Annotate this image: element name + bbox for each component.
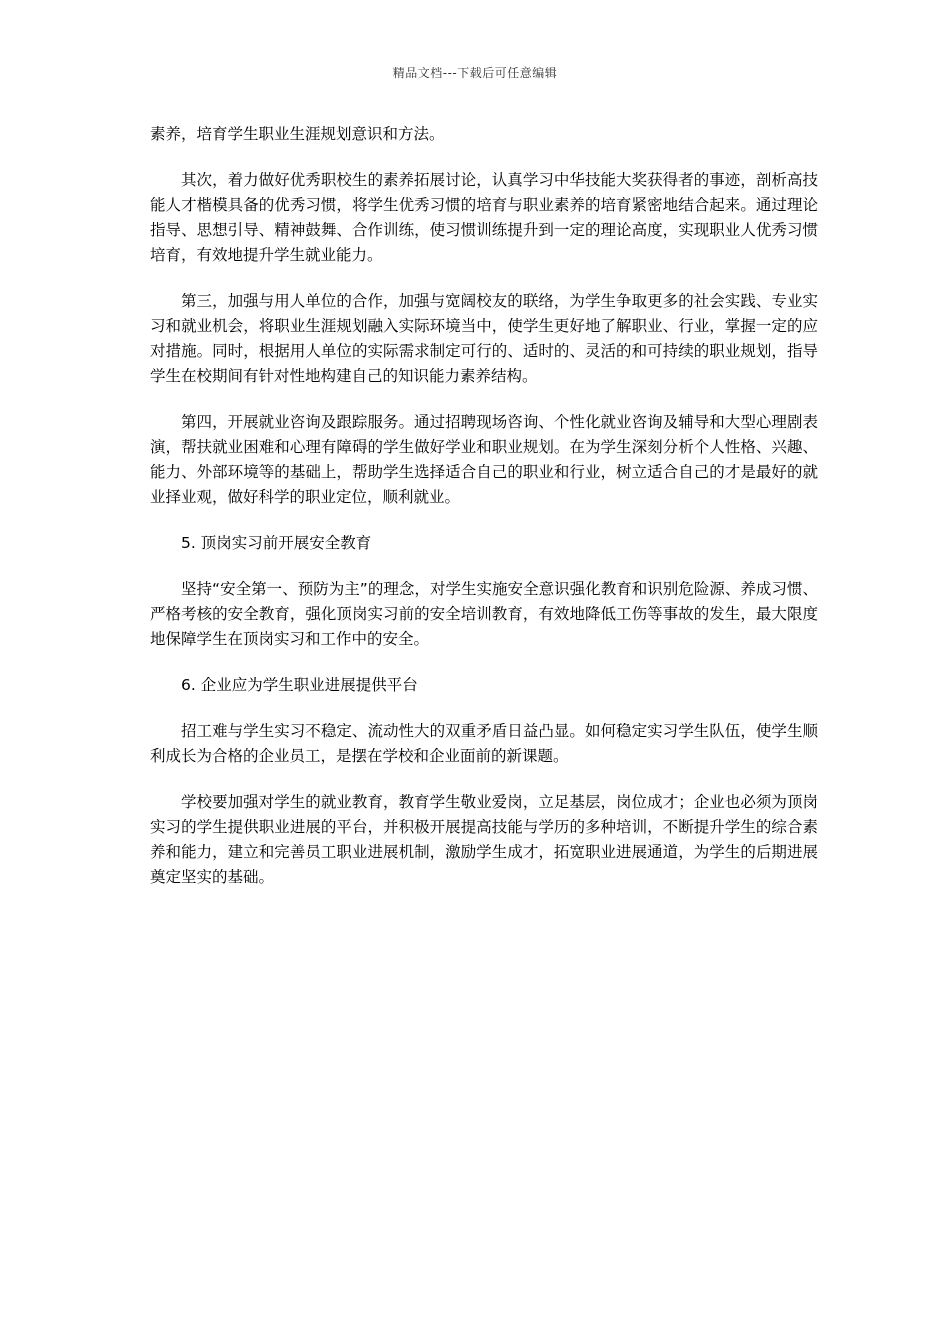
section-heading-6: 6. 企业应为学生职业进展提供平台: [181, 676, 418, 694]
paragraph-school-enterprise: 学校要加强对学生的就业教育，教育学生敬业爱岗，立足基层，岗位成才；企业也必须为顶岗实习的学生提供职业进展的平台，并积极开展提高技能与学历的多种培训，不断提升学生的综合素养和能力，建立和完善员工职业进展机制，激励学生成才，拓宽职业进展通道，为学生的后期进展奠定坚实的基础。: [150, 793, 818, 886]
section-heading-5: 5. 顶岗实习前开展安全教育: [181, 534, 372, 552]
page-header: 精品文档---下载后可任意编辑: [392, 66, 558, 80]
document-body: [150, 122, 818, 911]
paragraph-third: 第三，加强与用人单位的合作，加强与宽阔校友的联络，为学生争取更多的社会实践、专业实习和就业机会，将职业生涯规划融入实际环境当中，使学生更好地了解职业、行业，掌握一定的应对措施。同时，根据用人单位的实际需求制定可行的、适时的、灵活的和可持续的职业规划，指导学生在校期间有针对性地构建自己的知识能力素养结构。: [150, 292, 818, 385]
paragraph-continuation: 素养，培育学生职业生涯规划意识和方法。: [150, 125, 445, 143]
paragraph-recruitment: 招工难与学生实习不稳定、流动性大的双重矛盾日益凸显。如何稳定实习学生队伍，使学生顺利成长为合格的企业员工，是摆在学校和企业面前的新课题。: [150, 722, 818, 765]
paragraph-second: 其次，着力做好优秀职校生的素养拓展讨论，认真学习中华技能大奖获得者的事迹，剖析高技能人才楷模具备的优秀习惯，将学生优秀习惯的培育与职业素养的培育紧密地结合起来。通过理论指导、思想引导、精神鼓舞、合作训练，使习惯训练提升到一定的理论高度，实现职业人优秀习惯培育，有效地提升学生就业能力。: [150, 171, 818, 264]
paragraph-fourth: 第四，开展就业咨询及跟踪服务。通过招聘现场咨询、个性化就业咨询及辅导和大型心理剧表演，帮扶就业困难和心理有障碍的学生做好学业和职业规划。在为学生深刻分析个人性格、兴趣、能力、外部环境等的基础上，帮助学生选择适合自己的职业和行业，树立适合自己的才是最好的就业择业观，做好科学的职业定位，顺利就业。: [150, 413, 818, 506]
paragraph-safety: 坚持“安全第一、预防为主”的理念，对学生实施安全意识强化教育和识别危险源、养成习惯、严格考核的安全教育，强化顶岗实习前的安全培训教育，有效地降低工伤等事故的发生，最大限度地保障学生在顶岗实习和工作中的安全。: [150, 580, 818, 648]
